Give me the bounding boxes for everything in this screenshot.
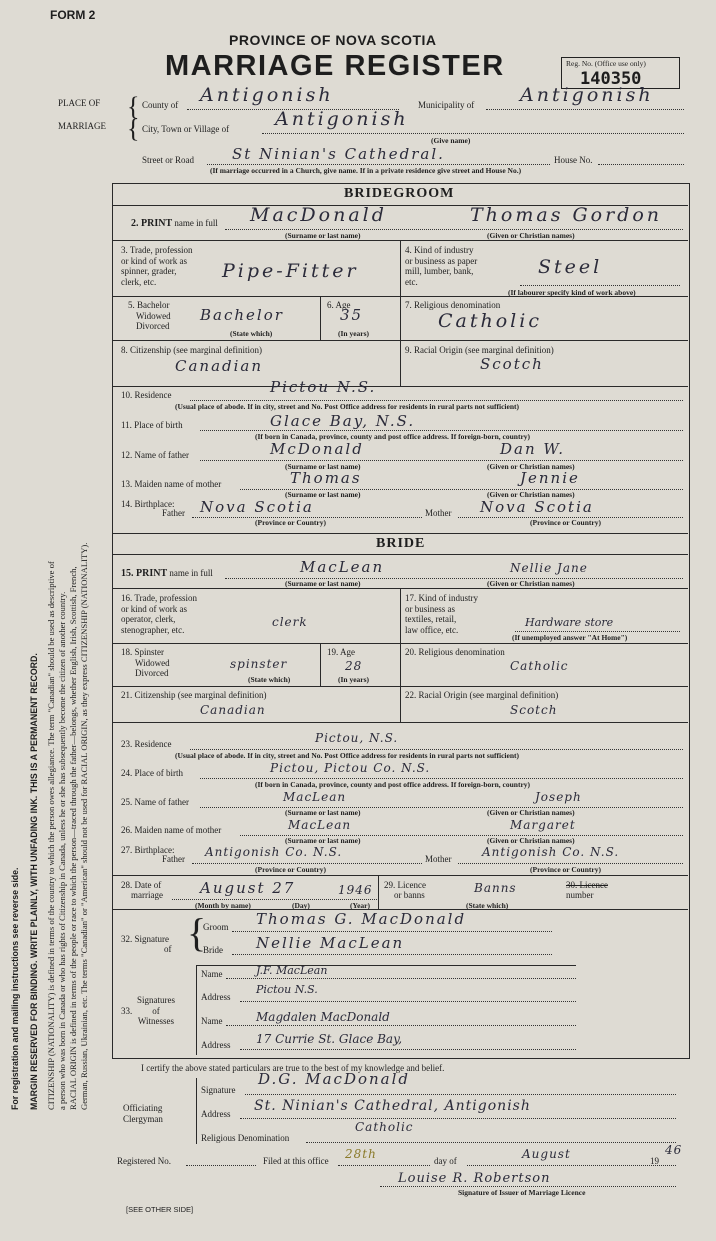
rule (240, 1118, 676, 1119)
bride-mother-birth: Antigonish Co. N.S. (482, 845, 620, 859)
state-which-caption: (State which) (230, 329, 273, 338)
clergy-signature: D.G. MacDonald (258, 1070, 411, 1088)
given-caption-5: (Given or Christian names) (487, 808, 575, 817)
bride-religion: Catholic (510, 659, 569, 673)
f24-label: 24. Place of birth (121, 768, 183, 778)
f3-label: 3. Trade, profession or kind of work as spinner, grader, clerk, etc. (121, 245, 193, 287)
w1-name-label: Name (201, 969, 223, 979)
city-value: Antigonish (275, 108, 409, 130)
bride-heading: BRIDE (376, 536, 426, 551)
given-caption: (Given or Christian names) (487, 231, 575, 240)
rule (190, 749, 683, 750)
province-caption-4: (Province or Country) (530, 865, 601, 874)
province-caption-3: (Province or Country) (255, 865, 326, 874)
bride-residence: Pictou, N.S. (315, 731, 399, 745)
groom-father-birth: Nova Scotia (200, 498, 314, 516)
filed-year: 46 (665, 1143, 683, 1157)
birth-caption-2: (If born in Canada, province, county and post office address. If foreign-born, country) (255, 780, 531, 789)
f12-label: 12. Name of father (121, 450, 189, 460)
given-caption-4: (Given or Christian names) (487, 579, 575, 588)
rule (226, 978, 576, 979)
residence-caption-2: (Usual place of abode. If in city, street and No. Post Office address for residents in rural parts not sufficient) (175, 751, 520, 760)
house-label: House No. (554, 155, 593, 165)
margin-line-2: MARGIN RESERVED FOR BINDING. WRITE PLAINLY, WITH UNFADING INK. THIS IS A PERMANENT RECORD. (29, 653, 39, 1110)
groom-residence: Pictou N.S. (270, 378, 377, 396)
f33-num: 33. (121, 1006, 133, 1016)
brace-bottom: { (127, 114, 140, 143)
rule (196, 1078, 197, 1144)
bride-birthplace: Pictou, Pictou Co. N.S. (270, 761, 431, 775)
rule (467, 1165, 676, 1166)
rule (458, 863, 683, 864)
bride-given: Nellie Jane (510, 561, 588, 575)
bride-mother-given: Margaret (510, 818, 576, 832)
f21-label: 21. Citizenship (see marginal definition) (121, 690, 267, 700)
issuer-signature: Louise R. Robertson (398, 1171, 551, 1186)
margin-instructions (10, 210, 90, 1110)
surname-caption-6: (Surname or last name) (285, 836, 361, 845)
groom-surname: MacDonald (250, 204, 387, 226)
bridegroom-heading: BRIDEGROOM (344, 186, 455, 201)
f26-label: 26. Maiden name of mother (121, 825, 222, 835)
rule (192, 863, 422, 864)
state-which-caption-3: (State which) (466, 901, 509, 910)
clergy-sig-label: Signature (201, 1085, 236, 1095)
bride-father-birth: Antigonish Co. N.S. (205, 845, 343, 859)
groom-industry: Steel (538, 256, 603, 278)
day-caption: (Day) (292, 901, 310, 910)
marriage-month-day: August 27 (200, 879, 296, 897)
groom-status: Bachelor (200, 306, 284, 324)
f7-label: 7. Religious denomination (405, 300, 501, 310)
f2-label: 2. PRINT name in full (131, 218, 218, 229)
year-prefix: 19 (650, 1156, 659, 1166)
groom-sig-label: Groom (203, 922, 229, 932)
mother-word-2: Mother (425, 854, 452, 864)
surname-caption-5: (Surname or last name) (285, 808, 361, 817)
f28-label-2: marriage (131, 890, 163, 900)
bride-citizenship: Canadian (200, 703, 266, 717)
margin-line-1: For registration and mailing instructions see reverse side. (10, 867, 20, 1110)
municipality-value: Antigonish (520, 84, 654, 106)
margin-line-3: CITIZENSHIP (NATIONALITY) is defined in terms of the country to which the person owes allegiance. The term "Canadian" should be used as descriptive of (46, 561, 56, 1110)
given-caption-3: (Given or Christian names) (487, 490, 575, 499)
place-note: (If marriage occurred in a Church, give name. If in a private residence give street and House No.) (210, 166, 522, 175)
rule (196, 965, 576, 966)
bride-mother-surname: MacLean (288, 818, 352, 832)
f10-label: 10. Residence (121, 390, 172, 400)
f15-label: 15. PRINT name in full (121, 568, 213, 579)
f25-label: 25. Name of father (121, 797, 189, 807)
bride-status: spinster (230, 657, 288, 671)
f13-label: 13. Maiden name of mother (121, 479, 222, 489)
f4-caption: (If labourer specify kind of work above) (508, 288, 636, 297)
page-title: MARRIAGE REGISTER (165, 50, 505, 82)
groom-mother-given: Jennie (520, 469, 580, 487)
surname-caption: (Surname or last name) (285, 231, 361, 240)
groom-birthplace: Glace Bay, N.S. (270, 412, 416, 430)
f17-caption: (If unemployed answer "At Home") (512, 633, 628, 642)
county-label: County of (142, 100, 179, 110)
clergy-address: St. Ninian's Cathedral, Antigonish (254, 1098, 531, 1114)
rule (225, 229, 683, 230)
marriage-year: 1946 (338, 883, 373, 897)
groom-signature: Thomas G. MacDonald (256, 910, 467, 928)
w2-address: 17 Currie St. Glace Bay, (256, 1032, 403, 1046)
rule (200, 460, 683, 461)
groom-citizenship: Canadian (175, 357, 264, 375)
groom-father-given: Dan W. (500, 440, 565, 458)
rule (112, 722, 688, 723)
rule (196, 965, 197, 1055)
f14-label: 14. Birthplace: (121, 499, 175, 509)
margin-line-6: German, Russian, Ukrainian, etc. The terms "Canadian" or "American" should not be used for RACIAL ORIGIN, as they express CITIZENSHIP (NATIONALITY). (79, 542, 89, 1110)
street-label: Street or Road (142, 155, 194, 165)
mother-word: Mother (425, 508, 452, 518)
bride-trade: clerk (272, 615, 308, 629)
birth-caption: (If born in Canada, province, county and post office address. If foreign-born, country) (255, 432, 531, 441)
certify-text: I certify the above stated particulars are true to the best of my knowledge and belief. (141, 1063, 445, 1073)
filed-day: 28th (345, 1147, 377, 1161)
w2-name-label: Name (201, 1016, 223, 1026)
w1-address-label: Address (201, 992, 231, 1002)
rule (112, 686, 688, 687)
w2-name: Magdalen MacDonald (256, 1010, 390, 1024)
groom-father-surname: McDonald (270, 440, 364, 458)
rule (515, 631, 680, 632)
f32-label: 32. Signature (121, 934, 169, 944)
w1-address: Pictou N.S. (256, 983, 318, 996)
rule (226, 1025, 576, 1026)
rule (232, 931, 552, 932)
witness-label: Signatures of Witnesses (137, 995, 175, 1026)
f30-label: 30. Licence (566, 880, 608, 890)
bride-racial: Scotch (510, 703, 558, 717)
month-caption: (Month by name) (195, 901, 251, 910)
f9-label: 9. Racial Origin (see marginal definition) (405, 345, 554, 355)
rule (520, 285, 680, 286)
rule (380, 1186, 676, 1187)
f11-label: 11. Place of birth (121, 420, 183, 430)
groom-mother-surname: Thomas (290, 469, 362, 487)
bride-surname: MacLean (300, 558, 385, 576)
rule (306, 1142, 676, 1143)
groom-mother-birth: Nova Scotia (480, 498, 594, 516)
groom-age: 35 (340, 306, 364, 324)
street-value: St Ninian's Cathedral. (232, 145, 445, 163)
place-label: PLACE OF (58, 98, 101, 108)
clergy-denom: Catholic (355, 1120, 414, 1134)
f8-label: 8. Citizenship (see marginal definition) (121, 345, 263, 355)
clergy-denom-label: Religious Denomination (201, 1133, 290, 1143)
county-value: Antigonish (200, 84, 334, 106)
house-line (598, 164, 684, 165)
f23-label: 23. Residence (121, 739, 172, 749)
groom-trade: Pipe-Fitter (222, 260, 359, 282)
bride-father-given: Joseph (535, 790, 582, 804)
province-caption: (Province or Country) (255, 518, 326, 527)
street-line (207, 164, 550, 165)
rule (172, 899, 377, 900)
f27-label: 27. Birthplace: (121, 845, 175, 855)
filed-label: Filed at this office (263, 1156, 329, 1166)
rule (112, 554, 688, 555)
center-divider-2 (400, 588, 401, 722)
margin-line-4: a person who was born in Canada or who has rights of Citizenship in Canada, unless he or she has subsequently become the citizen of another country. (57, 591, 67, 1110)
of-label: of (164, 944, 172, 954)
rule (200, 430, 683, 431)
marriage-label: MARRIAGE (58, 121, 107, 131)
rule (200, 807, 683, 808)
rule (320, 643, 321, 686)
f6-label: 6. Age (327, 300, 351, 310)
province-caption-2: (Province or Country) (530, 518, 601, 527)
city-label: City, Town or Village of (142, 124, 230, 134)
father-word-2: Father (162, 854, 185, 864)
rule (200, 778, 683, 779)
rule (245, 1094, 676, 1095)
residence-caption: (Usual place of abode. If in city, street and No. Post Office address for residents in rural parts not sufficient) (175, 402, 520, 411)
f28-label: 28. Date of (121, 880, 162, 890)
f16-label: 16. Trade, profession or kind of work as operator, clerk, stenographer, etc. (121, 593, 197, 635)
rule (320, 296, 321, 340)
form-label: FORM 2 (50, 8, 96, 22)
rule (112, 340, 688, 341)
rule (232, 954, 552, 955)
given-caption-6: (Given or Christian names) (487, 836, 575, 845)
bride-industry: Hardware store (525, 616, 614, 629)
bride-age: 28 (345, 659, 363, 673)
licence-value: Banns (474, 881, 517, 895)
rule (112, 296, 688, 297)
in-years-caption-2: (In years) (338, 675, 370, 684)
rule (112, 875, 688, 876)
w1-name: J.F. MacLean (256, 964, 328, 977)
f29-label: 29. Licence (384, 880, 426, 890)
rule (240, 1049, 576, 1050)
city-line (262, 133, 684, 134)
municipality-label: Municipality of (418, 100, 475, 110)
rule (186, 1165, 256, 1166)
surname-caption-2: (Surname or last name) (285, 462, 361, 471)
groom-religion: Catholic (438, 310, 542, 332)
year-caption: (Year) (350, 901, 370, 910)
f20-label: 20. Religious denomination (405, 647, 505, 657)
surname-caption-4: (Surname or last name) (285, 579, 361, 588)
province-heading: PROVINCE OF NOVA SCOTIA (229, 32, 437, 48)
f22-label: 22. Racial Origin (see marginal definition) (405, 690, 559, 700)
given-caption-2: (Given or Christian names) (487, 462, 575, 471)
surname-caption-3: (Surname or last name) (285, 490, 361, 499)
rule (378, 875, 379, 909)
state-which-caption-2: (State which) (248, 675, 291, 684)
brace-sig: { (187, 910, 207, 955)
f19-label: 19. Age (327, 647, 355, 657)
bride-father-surname: MacLean (283, 790, 347, 804)
bride-signature: Nellie MacLean (256, 934, 405, 952)
day-of-label: day of (434, 1156, 457, 1166)
reg-number: 140350 (580, 69, 642, 89)
rule (112, 386, 688, 387)
give-name-caption: (Give name) (431, 136, 471, 145)
rule (112, 643, 688, 644)
filed-month: August (522, 1147, 571, 1161)
f29-label-2: or banns (394, 890, 425, 900)
center-divider (400, 240, 401, 386)
registered-label: Registered No. (117, 1156, 171, 1166)
brace-top: { (127, 92, 140, 121)
number-label: number (566, 890, 594, 900)
officiating-label: Officiating Clergyman (123, 1103, 163, 1124)
groom-given: Thomas Gordon (470, 204, 663, 226)
municipality-line (486, 109, 684, 110)
margin-line-5: RACIAL ORIGIN is defined in terms of the people or race to which the person—traced through the father—belongs, whether English, Irish, Scottish, French, (68, 566, 78, 1110)
groom-racial: Scotch (480, 355, 544, 373)
father-word: Father (162, 508, 185, 518)
clergy-address-label: Address (201, 1109, 231, 1119)
bride-sig-label: Bride (203, 945, 223, 955)
f18-label: 18. Spinster Widowed Divorced (121, 647, 170, 678)
rule (240, 1001, 576, 1002)
see-other-side: [SEE OTHER SIDE] (126, 1205, 194, 1214)
rule (190, 400, 683, 401)
rule (112, 533, 688, 534)
w2-address-label: Address (201, 1040, 231, 1050)
in-years-caption: (In years) (338, 329, 370, 338)
rule (338, 1165, 430, 1166)
f5-label: 5. Bachelor Widowed Divorced (128, 300, 171, 331)
f17-label: 17. Kind of industry or business as textiles, retail, law office, etc. (405, 593, 478, 635)
issuer-caption: Signature of Issuer of Marriage Licence (458, 1188, 586, 1197)
f4-label: 4. Kind of industry or business as paper mill, lumber, bank, etc. (405, 245, 478, 287)
reg-label: Reg. No. (Office use only) (566, 59, 646, 68)
